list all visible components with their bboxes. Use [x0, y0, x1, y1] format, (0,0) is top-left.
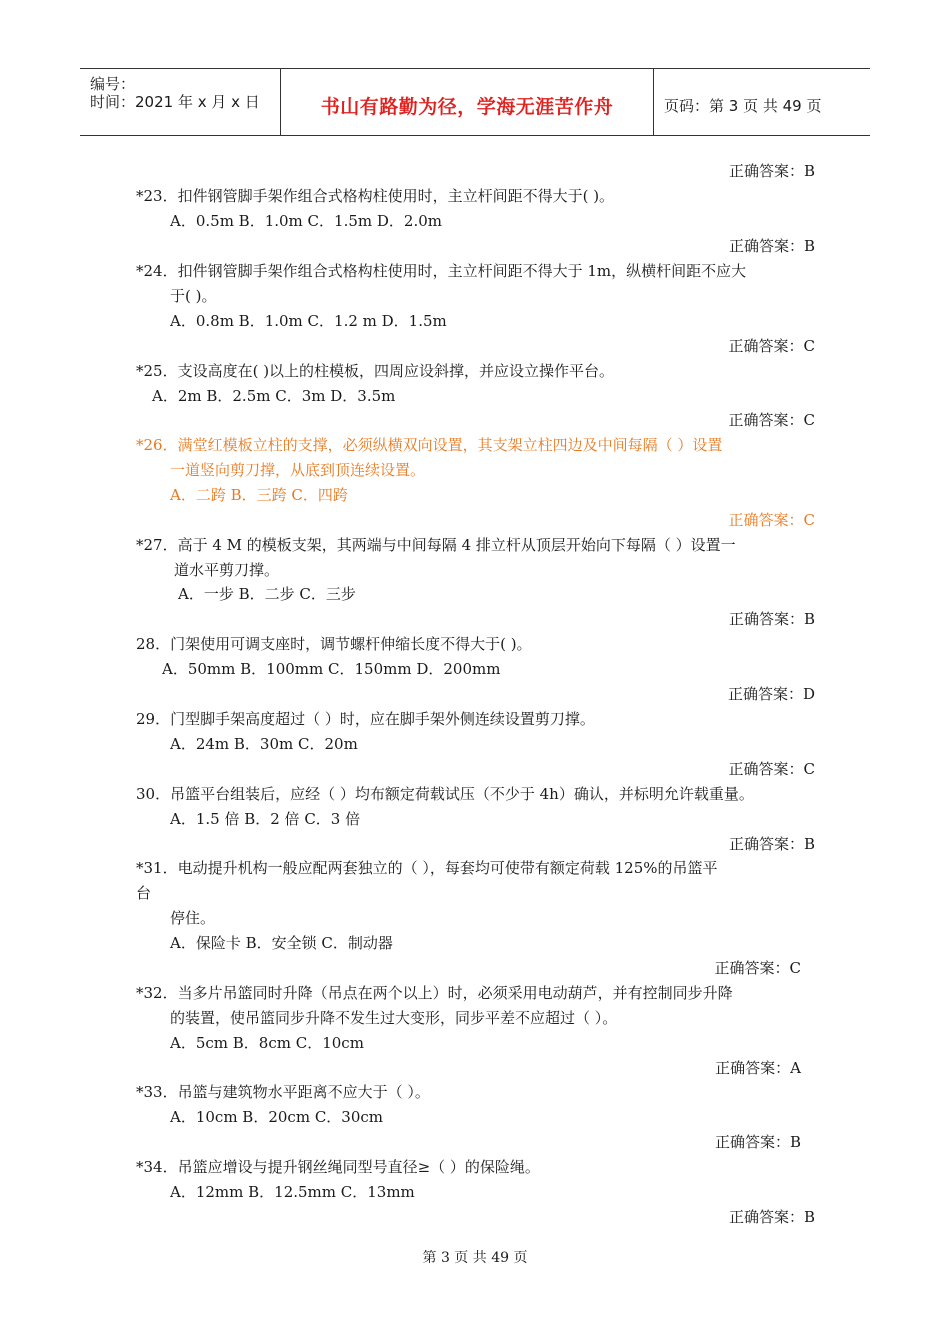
question-32-stem: *32．当多片吊篮同时升降（吊点在两个以上）时，必须采用电动葫芦，并有控制同步升降 [136, 984, 733, 1002]
question-31-stem-cont: 台 [136, 884, 152, 902]
question-34-options: A．12mm B．12.5mm C．13mm [170, 1183, 415, 1201]
question-34-stem: *34．吊篮应增设与提升钢丝绳同型号直径≥（ ）的保险绳。 [136, 1158, 540, 1176]
answer-25: 正确答案：C [728, 411, 815, 429]
question-23-stem: *23．扣件钢管脚手架作组合式格构柱使用时，主立杆间距不得大于( )。 [136, 187, 615, 205]
answer-33: 正确答案：B [714, 1133, 801, 1151]
answer-26: 正确答案：C [728, 511, 815, 529]
answer-24: 正确答案：C [728, 337, 815, 355]
question-32-stem-cont: 的装置，使吊篮同步升降不发生过大变形，同步平差不应超过（ ）。 [170, 1009, 618, 1027]
question-27-stem-cont: 道水平剪刀撑。 [174, 561, 280, 579]
date-label: 时间：2021 年 x 月 x 日 [90, 93, 260, 111]
answer-27: 正确答案：B [728, 610, 815, 628]
question-27-options: A．一步 B．二步 C．三步 [178, 585, 356, 603]
question-26-stem-cont: 一道竖向剪刀撑，从底到顶连续设置。 [170, 461, 426, 479]
question-29-options: A．24m B．30m C．20m [170, 735, 358, 753]
question-31-stem: *31．电动提升机构一般应配两套独立的（ ），每套均可使带有额定荷载 125%的吊篮平 [136, 859, 718, 877]
question-30-options: A．1.5 倍 B．2 倍 C．3 倍 [170, 810, 361, 828]
header-center-cell [281, 69, 654, 135]
answer-31: 正确答案：C [714, 959, 801, 977]
header-page-label: 页码：第 3 页 共 49 页 [664, 97, 822, 115]
header-motto: 书山有路勤为径，学海无涯苦作舟 [320, 96, 614, 118]
question-29-stem: 29．门型脚手架高度超过（ ）时，应在脚手架外侧连续设置剪刀撑。 [136, 710, 595, 728]
answer-34: 正确答案：B [728, 1208, 815, 1226]
question-24-stem: *24．扣件钢管脚手架作组合式格构柱使用时，主立杆间距不得大于 1m，纵横杆间距不应大 [136, 262, 747, 280]
answer-28: 正确答案：D [727, 685, 815, 703]
page-footer: 第 3 页 共 49 页 [422, 1250, 528, 1266]
question-33-options: A．10cm B．20cm C．30cm [170, 1108, 384, 1126]
question-30-stem: 30．吊篮平台组装后，应经（ ）均布额定荷载试压（不少于 4h）确认，并标明允许载重量。 [136, 785, 754, 803]
answer-30: 正确答案：B [728, 835, 815, 853]
question-28-stem: 28．门架使用可调支座时，调节螺杆伸缩长度不得大于( )。 [136, 635, 532, 653]
question-31-options: A．保险卡 B．安全锁 C．制动器 [170, 934, 393, 952]
answer-23: 正确答案：B [728, 237, 815, 255]
question-24-options: A．0.8m B．1.0m C．1.2 m D．1.5m [170, 312, 447, 330]
page-header [80, 68, 870, 136]
question-23-options: A．0.5m B．1.0m C．1.5m D．2.0m [170, 212, 442, 230]
question-24-stem-cont: 于( )。 [170, 287, 217, 305]
header-left-cell [80, 69, 281, 135]
header-right-cell [654, 69, 870, 135]
serial-label: 编号： [90, 75, 136, 93]
answer-22: 正确答案：B [728, 162, 815, 180]
question-31-stem-cont2: 停住。 [170, 909, 216, 927]
answer-29: 正确答案：C [728, 760, 815, 778]
question-26-stem: *26．满堂红模板立柱的支撑，必须纵横双向设置，其支架立柱四边及中间每隔（ ）设置 [136, 436, 723, 454]
question-26-options: A．二跨 B．三跨 C．四跨 [170, 486, 348, 504]
question-25-options: A．2m B．2.5m C．3m D．3.5m [152, 387, 396, 405]
question-32-options: A．5cm B．8cm C．10cm [170, 1034, 364, 1052]
answer-32: 正确答案：A [715, 1059, 801, 1077]
question-28-options: A．50mm B．100mm C．150mm D．200mm [162, 660, 501, 678]
question-25-stem: *25．支设高度在( )以上的柱模板，四周应设斜撑，并应设立操作平台。 [136, 362, 615, 380]
question-33-stem: *33．吊篮与建筑物水平距离不应大于（ ）。 [136, 1083, 430, 1101]
question-27-stem: *27．高于 4 M 的模板支架，其两端与中间每隔 4 排立杆从顶层开始向下每隔（ ）设置一 [136, 536, 736, 554]
